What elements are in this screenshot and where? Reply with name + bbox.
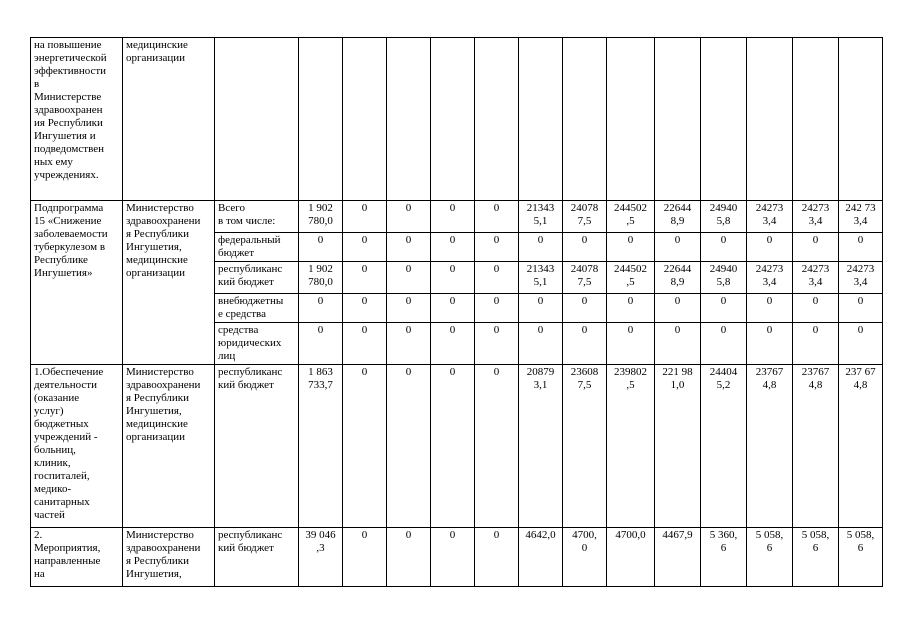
value-cell: [563, 38, 607, 201]
value-cell: [747, 233, 793, 262]
value-cell: [793, 233, 839, 262]
value-cell-text: 23767 4,8: [801, 366, 830, 391]
value-cell: [793, 294, 839, 323]
value-cell-text: 0: [581, 324, 588, 336]
value-cell: [387, 528, 431, 587]
value-cell-text: 239802 ,5: [614, 366, 647, 391]
value-cell: [431, 201, 475, 233]
value-cell-text: 0: [812, 324, 819, 336]
value-cell: [701, 323, 747, 365]
value-cell-text: 0: [674, 324, 681, 336]
program-name-cell-text: Подпрограмма 15 «Снижение заболеваемости туберкулезом в Республике Ингушетия»: [34, 202, 108, 279]
value-cell-text: 0: [766, 324, 773, 336]
value-cell: [839, 294, 883, 323]
value-cell: [563, 201, 607, 233]
table-row: [31, 528, 883, 587]
value-cell: [519, 233, 563, 262]
value-cell-text: 0: [449, 324, 456, 336]
value-cell-text: 24940 5,8: [709, 202, 738, 227]
value-cell-text: 5 058, 6: [755, 529, 784, 554]
value-cell: [607, 201, 655, 233]
value-cell-text: 22644 8,9: [663, 202, 692, 227]
value-cell: [343, 365, 387, 528]
value-cell-text: 0: [493, 295, 500, 307]
value-cell: [431, 528, 475, 587]
value-cell: [519, 365, 563, 528]
value-cell: [607, 38, 655, 201]
value-cell-text: 23608 7,5: [570, 366, 599, 391]
value-cell: [701, 38, 747, 201]
value-cell-text: 0: [493, 324, 500, 336]
value-cell-text: 0: [720, 324, 727, 336]
value-cell: [343, 323, 387, 365]
value-cell: [701, 365, 747, 528]
value-cell-text: 0: [493, 366, 500, 378]
funding-source-cell: [215, 201, 299, 233]
value-cell-text: 1 902 780,0: [308, 263, 333, 288]
value-cell: [793, 201, 839, 233]
value-cell: [299, 201, 343, 233]
value-cell: [747, 528, 793, 587]
value-cell: [839, 528, 883, 587]
value-cell-text: 1 863 733,7: [308, 366, 333, 391]
value-cell: [387, 323, 431, 365]
program-name-cell: [31, 38, 123, 201]
value-cell-text: 22644 8,9: [663, 263, 692, 288]
program-name-cell-text: на повышение энергетической эффективности в Министерстве здравоохранен ия Республики Ингушетия и подведомствен ных ему учреждениях.: [34, 39, 107, 181]
funding-source-cell: [215, 262, 299, 294]
value-cell-text: 0: [317, 234, 324, 246]
value-cell: [655, 365, 701, 528]
value-cell-text: 0: [537, 324, 544, 336]
value-cell-text: 4642,0: [525, 529, 556, 541]
value-cell: [431, 365, 475, 528]
value-cell: [839, 262, 883, 294]
value-cell-text: 0: [812, 295, 819, 307]
value-cell-text: 0: [857, 234, 864, 246]
value-cell-text: 221 98 1,0: [662, 366, 693, 391]
value-cell: [607, 294, 655, 323]
value-cell-text: 0: [405, 324, 412, 336]
value-cell-text: 0: [317, 295, 324, 307]
value-cell: [387, 262, 431, 294]
value-cell: [343, 262, 387, 294]
value-cell-text: 21343 5,1: [526, 202, 555, 227]
value-cell-text: 0: [812, 234, 819, 246]
value-cell: [431, 262, 475, 294]
value-cell: [793, 365, 839, 528]
value-cell: [563, 262, 607, 294]
value-cell: [519, 528, 563, 587]
value-cell: [519, 323, 563, 365]
value-cell: [655, 38, 701, 201]
value-cell: [793, 323, 839, 365]
value-cell-text: 0: [449, 529, 456, 541]
value-cell: [387, 294, 431, 323]
value-cell-text: 0: [493, 529, 500, 541]
value-cell: [299, 38, 343, 201]
value-cell: [655, 323, 701, 365]
value-cell: [299, 365, 343, 528]
value-cell-text: 0: [405, 295, 412, 307]
value-cell-text: 5 058, 6: [801, 529, 830, 554]
program-name-cell-text: 2. Мероприятия, направленные на: [34, 529, 101, 580]
value-cell: [387, 365, 431, 528]
value-cell: [343, 294, 387, 323]
value-cell: [387, 201, 431, 233]
funding-source-cell-text: федеральный бюджет: [218, 234, 281, 259]
value-cell: [747, 201, 793, 233]
value-cell-text: 24273 3,4: [801, 263, 830, 288]
value-cell-text: 24404 5,2: [709, 366, 738, 391]
table-row: [31, 201, 883, 233]
value-cell: [607, 528, 655, 587]
value-cell-text: 0: [581, 234, 588, 246]
value-cell: [839, 38, 883, 201]
value-cell-text: 0: [493, 202, 500, 214]
value-cell-text: 0: [537, 295, 544, 307]
value-cell: [431, 294, 475, 323]
value-cell: [299, 262, 343, 294]
value-cell: [343, 201, 387, 233]
value-cell: [431, 38, 475, 201]
executor-cell: [123, 38, 215, 201]
value-cell-text: 24273 3,4: [801, 202, 830, 227]
value-cell: [431, 323, 475, 365]
value-cell-text: 0: [405, 202, 412, 214]
value-cell: [607, 233, 655, 262]
program-name-cell-text: 1.Обеспечение деятельности (оказание услуг) бюджетных учреждений - больниц, клиник, госпиталей, медико- санитарных частей: [34, 366, 104, 521]
value-cell-text: 0: [361, 324, 368, 336]
value-cell: [475, 201, 519, 233]
value-cell-text: 0: [361, 202, 368, 214]
value-cell: [519, 38, 563, 201]
value-cell: [701, 294, 747, 323]
executor-cell-text: Министерство здравоохранени я Республики Ингушетия, медицинские организации: [126, 202, 201, 279]
funding-source-cell: [215, 38, 299, 201]
funding-source-cell: [215, 233, 299, 262]
value-cell-text: 0: [449, 263, 456, 275]
value-cell: [475, 528, 519, 587]
value-cell: [343, 38, 387, 201]
value-cell-text: 0: [317, 324, 324, 336]
funding-source-cell-text: внебюджетны е средства: [218, 295, 284, 320]
value-cell: [475, 323, 519, 365]
program-name-cell: [31, 201, 123, 365]
funding-source-cell-text: Всего в том числе:: [218, 202, 276, 227]
value-cell-text: 0: [449, 202, 456, 214]
funding-source-cell: [215, 323, 299, 365]
value-cell: [747, 323, 793, 365]
value-cell: [701, 201, 747, 233]
funding-source-cell: [215, 365, 299, 528]
value-cell-text: 4700,0: [615, 529, 646, 541]
value-cell-text: 0: [449, 295, 456, 307]
value-cell-text: 21343 5,1: [526, 263, 555, 288]
value-cell: [839, 201, 883, 233]
value-cell: [299, 294, 343, 323]
value-cell-text: 5 360, 6: [709, 529, 738, 554]
value-cell: [655, 294, 701, 323]
value-cell-text: 0: [857, 295, 864, 307]
value-cell-text: 0: [361, 295, 368, 307]
value-cell-text: 0: [449, 234, 456, 246]
funding-source-cell-text: республиканс кий бюджет: [218, 529, 283, 554]
value-cell-text: 24940 5,8: [709, 263, 738, 288]
value-cell: [299, 528, 343, 587]
value-cell: [387, 233, 431, 262]
value-cell-text: 0: [627, 324, 634, 336]
value-cell-text: 23767 4,8: [755, 366, 784, 391]
value-cell: [839, 365, 883, 528]
value-cell: [607, 365, 655, 528]
value-cell-text: 0: [627, 234, 634, 246]
value-cell-text: 0: [361, 263, 368, 275]
value-cell-text: 0: [766, 234, 773, 246]
value-cell: [839, 233, 883, 262]
value-cell-text: 24078 7,5: [570, 263, 599, 288]
value-cell-text: 1 902 780,0: [308, 202, 333, 227]
funding-source-cell-text: республиканс кий бюджет: [218, 263, 283, 288]
value-cell-text: 0: [720, 295, 727, 307]
budget-table: [30, 37, 883, 587]
value-cell: [655, 262, 701, 294]
value-cell: [343, 233, 387, 262]
value-cell: [519, 294, 563, 323]
funding-source-cell: [215, 294, 299, 323]
value-cell: [655, 233, 701, 262]
value-cell-text: 0: [493, 234, 500, 246]
value-cell: [607, 323, 655, 365]
value-cell: [519, 262, 563, 294]
value-cell: [475, 262, 519, 294]
value-cell: [431, 233, 475, 262]
value-cell: [701, 528, 747, 587]
program-name-cell: [31, 365, 123, 528]
value-cell: [475, 365, 519, 528]
value-cell-text: 0: [627, 295, 634, 307]
value-cell: [519, 201, 563, 233]
table-row: [31, 38, 883, 201]
value-cell: [475, 38, 519, 201]
value-cell: [793, 262, 839, 294]
value-cell: [793, 38, 839, 201]
value-cell: [563, 365, 607, 528]
value-cell-text: 0: [405, 366, 412, 378]
value-cell-text: 24273 3,4: [755, 202, 784, 227]
executor-cell-text: Министерство здравоохранени я Республики Ингушетия, медицинские организации: [126, 366, 201, 443]
value-cell-text: 0: [537, 234, 544, 246]
value-cell-text: 0: [857, 324, 864, 336]
value-cell: [475, 294, 519, 323]
program-name-cell: [31, 528, 123, 587]
value-cell-text: 4467,9: [662, 529, 693, 541]
value-cell-text: 244502 ,5: [614, 202, 647, 227]
value-cell: [839, 323, 883, 365]
value-cell-text: 0: [361, 234, 368, 246]
value-cell: [747, 365, 793, 528]
value-cell-text: 0: [766, 295, 773, 307]
value-cell-text: 0: [361, 366, 368, 378]
value-cell-text: 237 67 4,8: [845, 366, 876, 391]
value-cell-text: 0: [449, 366, 456, 378]
value-cell: [747, 38, 793, 201]
value-cell: [299, 233, 343, 262]
document-page: [30, 37, 883, 587]
value-cell-text: 24273 3,4: [755, 263, 784, 288]
value-cell: [701, 262, 747, 294]
value-cell: [655, 201, 701, 233]
executor-cell-text: медицинские организации: [126, 39, 188, 64]
value-cell: [387, 38, 431, 201]
value-cell-text: 24273 3,4: [846, 263, 875, 288]
value-cell-text: 0: [405, 263, 412, 275]
value-cell: [563, 294, 607, 323]
funding-source-cell-text: республиканс кий бюджет: [218, 366, 283, 391]
funding-source-cell: [215, 528, 299, 587]
value-cell-text: 244502 ,5: [614, 263, 647, 288]
value-cell-text: 0: [405, 529, 412, 541]
value-cell-text: 0: [405, 234, 412, 246]
value-cell-text: 0: [674, 295, 681, 307]
value-cell: [747, 294, 793, 323]
value-cell-text: 0: [674, 234, 681, 246]
value-cell: [563, 323, 607, 365]
value-cell-text: 0: [720, 234, 727, 246]
value-cell-text: 39 046 ,3: [305, 529, 336, 554]
value-cell: [747, 262, 793, 294]
value-cell: [475, 233, 519, 262]
value-cell: [299, 323, 343, 365]
value-cell: [343, 528, 387, 587]
executor-cell: [123, 201, 215, 365]
value-cell-text: 0: [493, 263, 500, 275]
value-cell: [793, 528, 839, 587]
value-cell: [655, 528, 701, 587]
value-cell-text: 0: [361, 529, 368, 541]
table-row: [31, 365, 883, 528]
value-cell: [701, 233, 747, 262]
value-cell-text: 0: [581, 295, 588, 307]
value-cell-text: 242 73 3,4: [845, 202, 876, 227]
value-cell: [563, 528, 607, 587]
executor-cell: [123, 365, 215, 528]
value-cell-text: 5 058, 6: [846, 529, 875, 554]
value-cell-text: 4700, 0: [572, 529, 597, 554]
funding-source-cell-text: средства юридических лиц: [218, 324, 282, 362]
executor-cell: [123, 528, 215, 587]
value-cell-text: 20879 3,1: [526, 366, 555, 391]
value-cell-text: 24078 7,5: [570, 202, 599, 227]
value-cell: [563, 233, 607, 262]
value-cell: [607, 262, 655, 294]
executor-cell-text: Министерство здравоохранени я Республики Ингушетия,: [126, 529, 201, 580]
